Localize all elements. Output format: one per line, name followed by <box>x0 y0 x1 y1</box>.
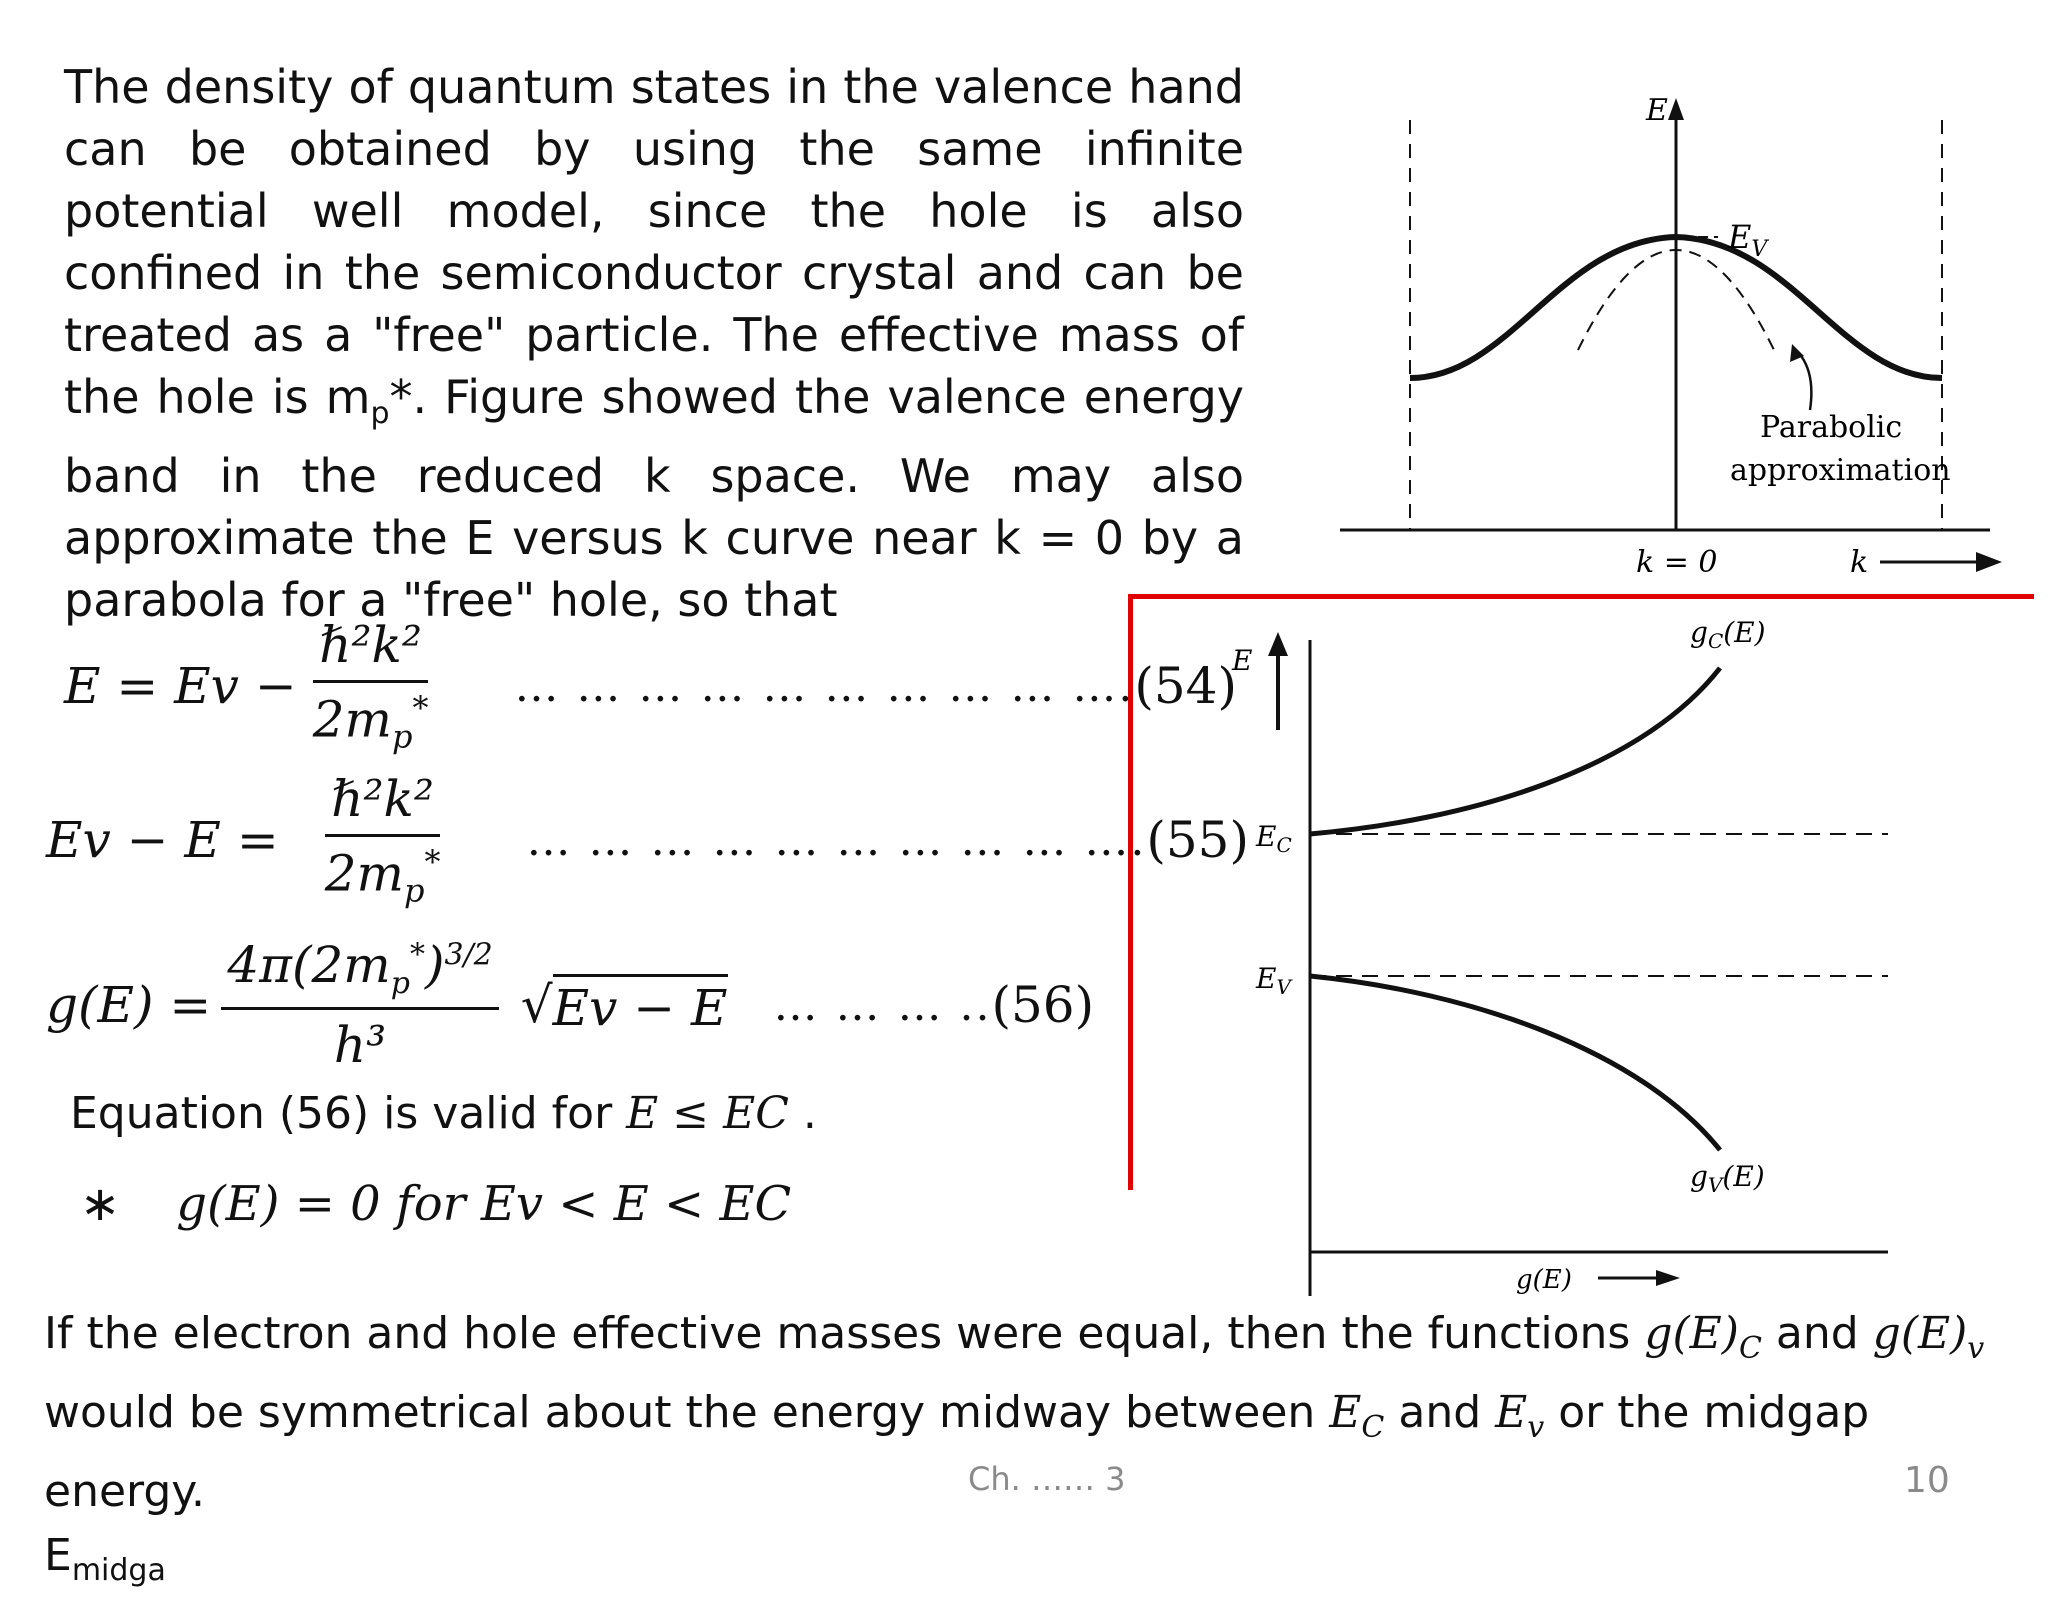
bottom-paragraph <box>44 1302 2004 1602</box>
parabolic-pointer-line <box>1796 350 1811 410</box>
dos-e-label: E <box>1232 644 1253 677</box>
intro-sub: p <box>370 396 390 432</box>
intro-text-2: *. Figure showed the valence energy band in the reduced k space. We may also approximate the E versus k curve near k = 0 by a parabola for a "free" hole, so that <box>64 370 1245 628</box>
eq55-lhs: Ev − E = <box>46 811 279 869</box>
eq56-numerator: $4\pi(2m_p^*)^{3/2}$ <box>221 936 498 1010</box>
eq56-denominator: h³ <box>333 1016 387 1074</box>
equation-56 <box>46 930 1094 1080</box>
bottom-line-3: $E_{midga}$ <box>44 1529 166 1588</box>
bottom-line-2: would be symmetrical about the energy midway between $E_C$ and $E_v$ or the midgap energy. <box>44 1386 1870 1517</box>
band-e-arrow <box>1668 98 1684 120</box>
eq55-numerator: ℏ²k² <box>325 770 440 837</box>
validity-note: Equation (56) is valid for E ≤ EC . <box>70 1088 817 1139</box>
eq56-sqrt-arg: Ev − E <box>553 974 728 1037</box>
band-ev-label: $E_V$ <box>1728 218 1768 262</box>
zero-dos-math: g(E) = 0 for Ev < E < EC <box>176 1176 792 1232</box>
validity-math: E ≤ EC <box>626 1088 789 1139</box>
eq54-denominator: $2m_p^*$ <box>312 689 429 756</box>
eq56-dots: … … … .. <box>773 979 992 1031</box>
footer-page-number: 10 <box>1904 1460 1950 1501</box>
eq55-number: (55) <box>1146 811 1249 869</box>
eq54-fraction <box>307 616 435 756</box>
gc-label: $g_C(E)$ <box>1690 620 1766 653</box>
eq54-lhs: E = Ev − <box>64 657 297 715</box>
intro-paragraph <box>64 56 1244 631</box>
band-k0-label: k = 0 <box>1636 545 1718 580</box>
eq56-lhs: g(E) = <box>46 976 212 1034</box>
bottom-line-1: If the electron and hole effective masses were equal, then the functions $g(E)_C$ and $g(E)_v$ <box>44 1308 1985 1366</box>
dos-ec-label: $E_C$ <box>1256 820 1292 857</box>
parabolic-label-2: approximation <box>1730 453 1951 488</box>
band-k-label: k <box>1850 545 1869 580</box>
gv-curve <box>1310 976 1720 1150</box>
sqrt-symbol: √ <box>520 976 553 1034</box>
dos-e-arrow-head <box>1268 632 1288 656</box>
eq55-fraction <box>319 770 447 910</box>
eq54-number: (54) <box>1134 657 1237 715</box>
eq56-number: (56) <box>991 976 1095 1034</box>
eq55-dots: … … … … … … … … … …. <box>526 814 1147 866</box>
eq54-numerator: ℏ²k² <box>313 616 428 683</box>
dos-x-label: g(E) <box>1516 1265 1572 1295</box>
gc-curve <box>1310 668 1720 834</box>
dos-figure <box>1220 620 1920 1300</box>
footer-chapter: Ch. …… 3 <box>968 1460 1126 1498</box>
equation-54 <box>64 612 1237 760</box>
zero-dos-note <box>80 1176 791 1232</box>
valence-band-figure <box>1330 80 2030 590</box>
eq54-dots: … … … … … … … … … …. <box>514 660 1135 712</box>
intro-text-1: The density of quantum states in the valence hand can be obtained by using the same infinite potential well model, since the hole is also confined in the semiconductor crystal and can be treated as a "free" particle. The effective mass of the hole is m <box>64 60 1244 424</box>
band-e-label: E <box>1646 93 1668 128</box>
equation-55 <box>46 766 1249 914</box>
parabolic-label-1: Parabolic <box>1760 410 1903 445</box>
eq55-denominator: $2m_p^*$ <box>324 843 441 910</box>
eq56-fraction <box>221 936 498 1074</box>
dos-ev-label: $E_V$ <box>1256 962 1291 999</box>
gv-label: $g_V(E)$ <box>1690 1160 1765 1197</box>
star-mark: ∗ <box>80 1176 121 1232</box>
dos-x-arrow-head <box>1656 1270 1680 1286</box>
band-k-arrow-head <box>1976 552 2002 572</box>
